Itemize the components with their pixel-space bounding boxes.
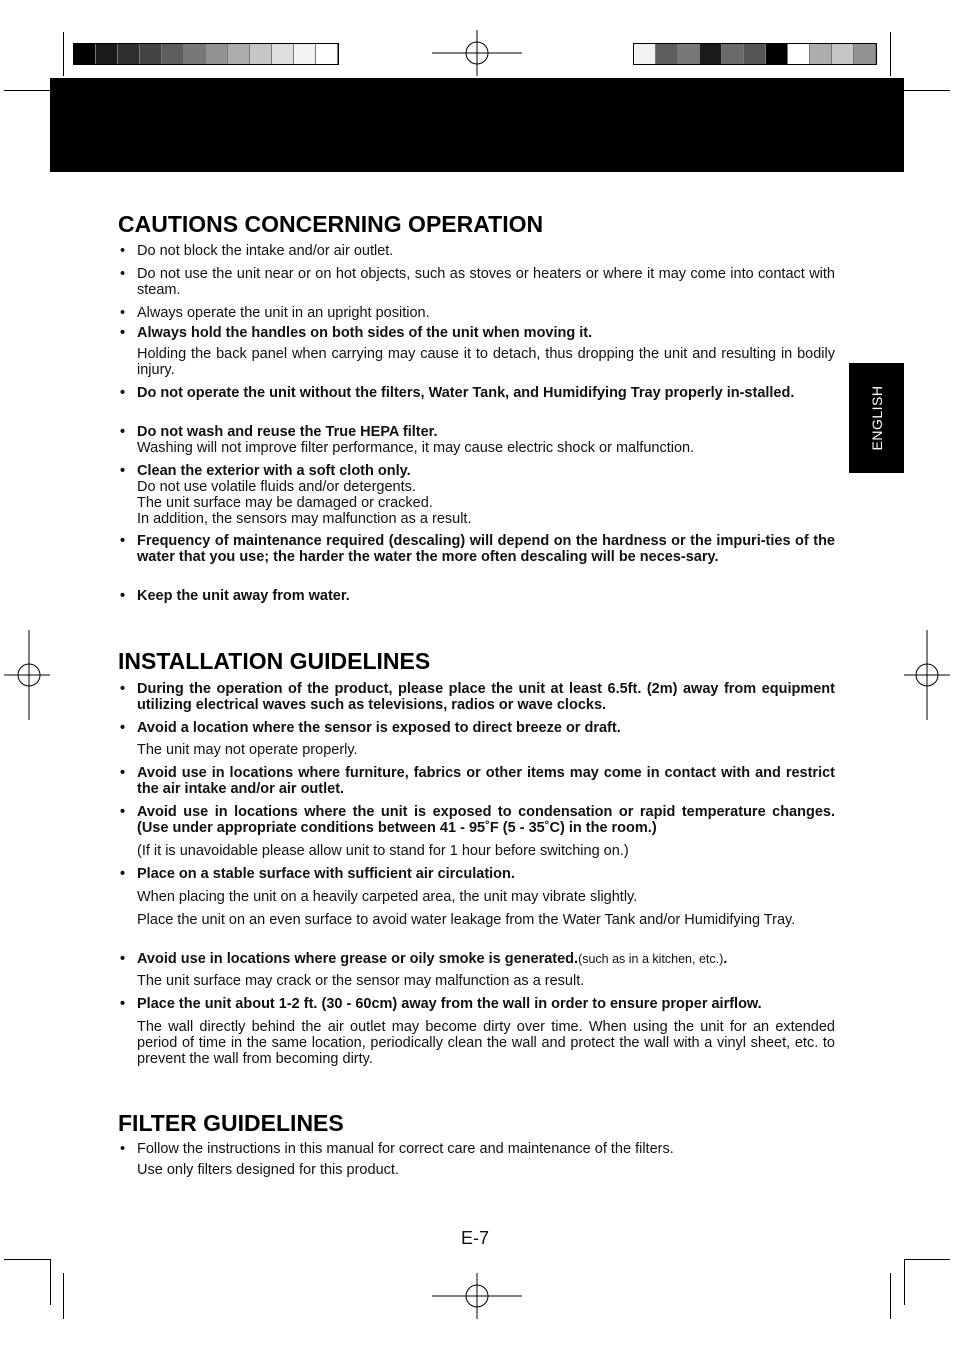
list-item xyxy=(120,681,835,713)
item-text: Do not operate the unit without the filters, Water Tank, and Humidifying Tray properly in-stalled. xyxy=(137,385,795,401)
crop-mark xyxy=(890,32,891,76)
color-swatch xyxy=(788,44,810,64)
color-swatch xyxy=(250,44,272,64)
list-item xyxy=(120,424,835,440)
crop-mark xyxy=(4,1259,50,1260)
color-swatch xyxy=(74,44,96,64)
registration-crosshair-icon xyxy=(432,1273,522,1319)
bullet: • xyxy=(120,951,126,967)
item-detail: Washing will not improve filter performance, it may cause electric shock or malfunction. xyxy=(137,440,695,456)
bullet: • xyxy=(120,533,126,549)
color-swatch xyxy=(316,44,338,64)
item-detail: (If it is unavoidable please allow unit to stand for 1 hour before switching on.) xyxy=(137,843,629,859)
bullet: • xyxy=(120,804,126,820)
crop-mark xyxy=(63,1273,64,1319)
color-bar-right xyxy=(633,43,877,65)
bullet: • xyxy=(120,765,126,781)
item-text: Avoid use in locations where the unit is exposed to condensation or rapid temperature changes. (Use under appropriate conditions between 41 - 95˚F (5 - 35˚C) in the room.) xyxy=(137,804,835,836)
list-item xyxy=(120,804,835,836)
list-item xyxy=(120,533,835,565)
color-swatch xyxy=(656,44,678,64)
item-detail: The wall directly behind the air outlet may become dirty over time. When using the unit for an extended period of time in the same location, periodically clean the wall and protect the wall with a vinyl sheet, etc. to prevent the wall from becoming dirty. xyxy=(137,1019,835,1067)
crop-mark xyxy=(890,1273,891,1319)
bullet: • xyxy=(120,243,126,259)
language-tab xyxy=(849,363,904,473)
bullet: • xyxy=(120,266,126,282)
item-end: . xyxy=(723,951,728,967)
color-swatch xyxy=(832,44,854,64)
color-swatch xyxy=(634,44,656,64)
bullet: • xyxy=(120,463,126,479)
bullet: • xyxy=(120,720,126,736)
item-detail: Place the unit on an even surface to avoid water leakage from the Water Tank and/or Humidifying Tray. xyxy=(137,912,796,928)
list-item xyxy=(120,266,835,298)
item-detail: The unit surface may crack or the sensor may malfunction as a result. xyxy=(137,973,585,989)
bullet: • xyxy=(120,325,126,341)
list-item xyxy=(120,765,835,797)
header-band xyxy=(50,78,904,172)
language-tab-label: ENGLISH xyxy=(868,385,885,451)
color-swatch xyxy=(162,44,184,64)
item-text: Clean the exterior with a soft cloth only. xyxy=(137,463,411,479)
item-text: Place on a stable surface with sufficient air circulation. xyxy=(137,866,515,882)
item-text: Place the unit about 1-2 ft. (30 - 60cm) away from the wall in order to ensure proper airflow. xyxy=(137,996,762,1012)
item-text: Frequency of maintenance required (descaling) will depend on the hardness or the impuri-ties of the water that you use; the harder the water the more often descaling will be neces-sary. xyxy=(137,533,835,565)
item-detail: The unit may not operate properly. xyxy=(137,742,358,758)
page-number: E-7 xyxy=(461,1228,490,1248)
item-text: Avoid a location where the sensor is exposed to direct breeze or draft. xyxy=(137,720,621,736)
item-detail: Use only filters designed for this product. xyxy=(137,1162,399,1178)
item-detail: Holding the back panel when carrying may cause it to detach, thus dropping the unit and resulting in bodily injury. xyxy=(137,346,835,378)
item-text: Follow the instructions in this manual for correct care and maintenance of the filters. xyxy=(137,1141,674,1157)
item-detail: The unit surface may be damaged or cracked. xyxy=(137,495,433,511)
cautions-heading: CAUTIONS CONCERNING OPERATION xyxy=(118,211,544,237)
color-swatch xyxy=(854,44,876,64)
filter-heading: FILTER GUIDELINES xyxy=(118,1110,344,1136)
item-text: Avoid use in locations where furniture, fabrics or other items may come in contact with and restrict the air intake and/or air outlet. xyxy=(137,765,835,797)
item-text: During the operation of the product, please place the unit at least 6.5ft. (2m) away from equipment utilizing electrical waves such as televisions, radios or wave clocks. xyxy=(137,681,835,713)
color-swatch xyxy=(184,44,206,64)
item-note: (such as in a kitchen, etc.) xyxy=(578,952,724,966)
item-detail: When placing the unit on a heavily carpeted area, the unit may vibrate slightly. xyxy=(137,889,638,905)
item-text: Avoid use in locations where grease or oily smoke is generated. xyxy=(137,951,579,967)
bullet: • xyxy=(120,305,126,321)
color-swatch xyxy=(744,44,766,64)
crop-mark xyxy=(4,90,50,91)
bullet: • xyxy=(120,866,126,882)
list-item xyxy=(120,243,835,259)
color-swatch xyxy=(678,44,700,64)
bullet: • xyxy=(120,996,126,1012)
list-item xyxy=(120,866,835,882)
color-bar-left xyxy=(73,43,339,65)
list-item xyxy=(120,385,835,401)
color-swatch xyxy=(810,44,832,64)
registration-crosshair-icon xyxy=(4,630,50,720)
crop-mark xyxy=(63,32,64,76)
bullet: • xyxy=(120,1141,126,1157)
bullet: • xyxy=(120,588,126,604)
item-text: Do not use the unit near or on hot objects, such as stoves or heaters or where it may come into contact with steam. xyxy=(137,266,835,298)
crop-mark xyxy=(904,90,950,91)
color-swatch xyxy=(700,44,722,64)
item-text: Keep the unit away from water. xyxy=(137,588,350,604)
item-text: Do not block the intake and/or air outlet. xyxy=(137,243,394,259)
crop-mark xyxy=(50,1259,51,1305)
color-swatch xyxy=(206,44,228,64)
item-text: Always operate the unit in an upright position. xyxy=(137,305,430,321)
installation-heading: INSTALLATION GUIDELINES xyxy=(118,648,431,674)
color-swatch xyxy=(96,44,118,64)
color-swatch xyxy=(140,44,162,64)
color-swatch xyxy=(722,44,744,64)
color-swatch xyxy=(118,44,140,64)
list-item xyxy=(120,996,835,1012)
list-item xyxy=(120,588,835,604)
list-item xyxy=(120,305,835,321)
color-swatch xyxy=(272,44,294,64)
bullet: • xyxy=(120,681,126,697)
list-item xyxy=(120,325,835,341)
list-item xyxy=(120,463,835,479)
item-text: Always hold the handles on both sides of the unit when moving it. xyxy=(137,325,593,341)
registration-crosshair-icon xyxy=(432,30,522,76)
crop-mark xyxy=(904,1259,905,1305)
item-detail: Do not use volatile fluids and/or detergents. xyxy=(137,479,416,495)
registration-crosshair-icon xyxy=(904,630,950,720)
list-item xyxy=(120,720,835,736)
item-text: Do not wash and reuse the True HEPA filter. xyxy=(137,424,438,440)
color-swatch xyxy=(294,44,316,64)
bullet: • xyxy=(120,385,126,401)
bullet: • xyxy=(120,424,126,440)
color-swatch xyxy=(766,44,788,64)
list-item xyxy=(120,951,835,967)
list-item xyxy=(120,1141,835,1157)
item-detail: In addition, the sensors may malfunction as a result. xyxy=(137,511,472,527)
color-swatch xyxy=(228,44,250,64)
crop-mark xyxy=(904,1259,950,1260)
